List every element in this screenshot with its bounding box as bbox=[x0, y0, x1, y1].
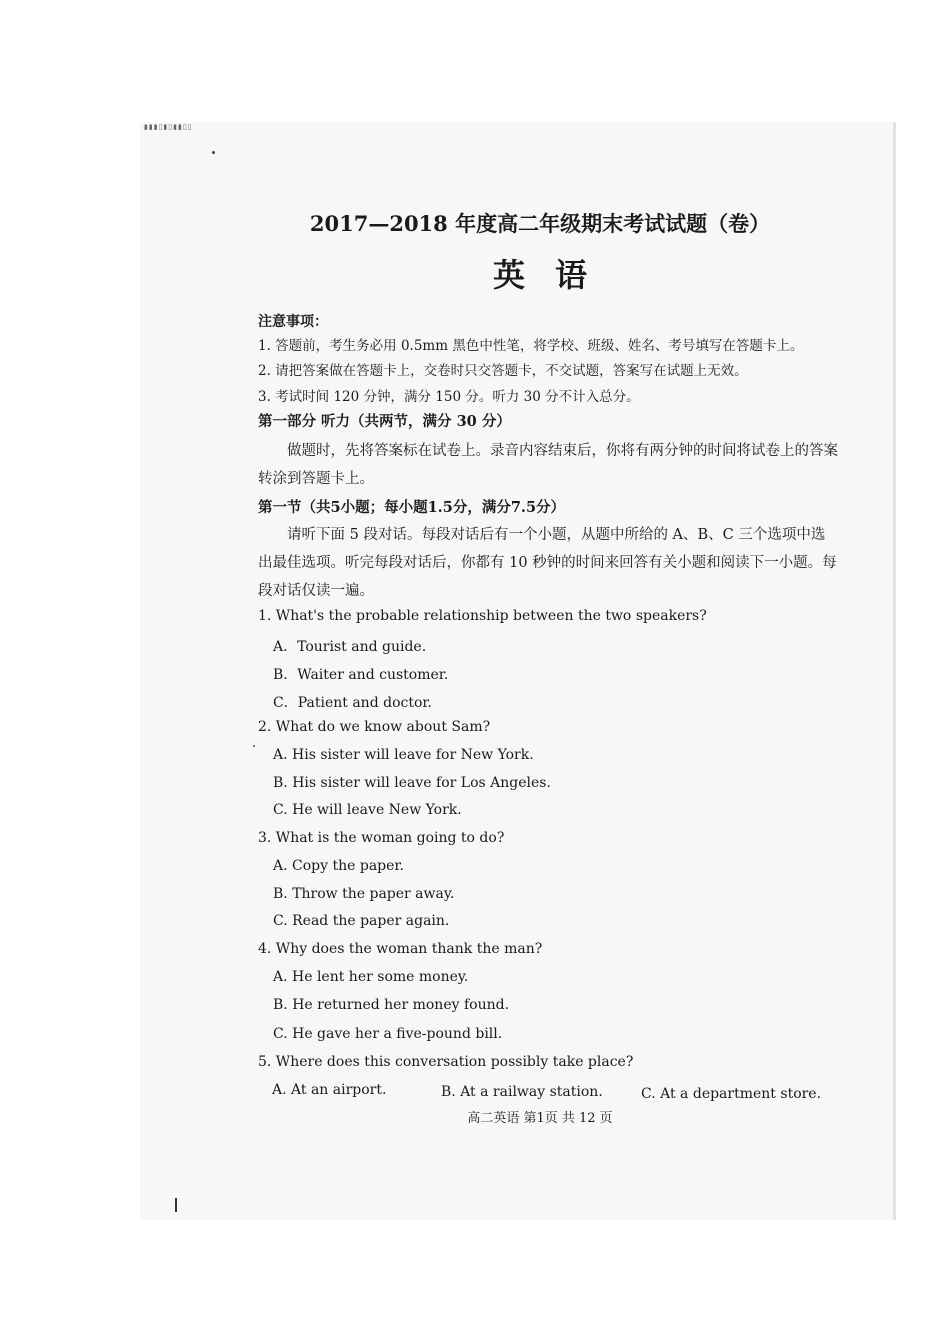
exam-title: 2017—2018 年度高二年级期末考试试题（卷） bbox=[309, 211, 771, 236]
question-option: B. Throw the paper away. bbox=[273, 886, 455, 902]
scan-speck bbox=[253, 745, 255, 747]
part1-heading: 第一部分 听力（共两节，满分 30 分） bbox=[258, 413, 511, 430]
note-item: 2. 请把答案做在答题卡上，交卷时只交答题卡，不交试题，答案写在试题上无效。 bbox=[258, 363, 748, 379]
question-option: C. Read the paper again. bbox=[273, 913, 450, 929]
scan-edge-mark bbox=[175, 1198, 177, 1212]
question-option: B. His sister will leave for Los Angeles. bbox=[273, 775, 551, 791]
question-option: C. He gave her a five-pound bill. bbox=[273, 1026, 503, 1042]
section1-instruction: 请听下面 5 段对话。每段对话后有一个小题，从题中所给的 A、B、C 三个选项中选出最佳选项。听完每段对话后，你都有 10 秒钟的时间来回答有关小题和阅读下一小题。每段对话仅读一遍。 bbox=[258, 527, 837, 599]
question-option: B. At a railway station. bbox=[441, 1084, 603, 1100]
note-item: 3. 考试时间 120 分钟，满分 150 分。听力 30 分不计入总分。 bbox=[258, 389, 640, 405]
scan-speck bbox=[212, 151, 215, 154]
question-stem: 3. What is the woman going to do? bbox=[258, 830, 505, 846]
scan-corner-mark: ▮▮▮▯▮▯▮▮▯▯ bbox=[144, 123, 193, 131]
exam-subject: 英语 bbox=[492, 256, 617, 294]
question-option: B. He returned her money found. bbox=[273, 997, 510, 1013]
question-option: A. He lent her some money. bbox=[273, 969, 469, 985]
question-option: C．Patient and doctor. bbox=[273, 695, 432, 711]
question-stem: 4. Why does the woman thank the man? bbox=[258, 941, 543, 957]
question-option: A. His sister will leave for New York. bbox=[273, 747, 534, 763]
question-option: A. Copy the paper. bbox=[273, 858, 405, 874]
notes-heading: 注意事项： bbox=[258, 314, 328, 330]
part1-instruction: 做题时，先将答案标在试卷上。录音内容结束后，你将有两分钟的时间将试卷上的答案转涂到答题卡上。 bbox=[258, 443, 838, 487]
question-option: C. At a department store. bbox=[641, 1086, 822, 1102]
part1-block bbox=[258, 410, 838, 605]
question-stem: 1. What's the probable relationship between the two speakers? bbox=[258, 608, 707, 624]
question-stem: 2. What do we know about Sam? bbox=[258, 719, 491, 735]
question-option: A. At an airport. bbox=[272, 1082, 387, 1098]
note-item: 1. 答题前，考生务必用 0.5mm 黑色中性笔，将学校、班级、姓名、考号填写在答题卡上。 bbox=[258, 338, 804, 354]
question-stem: 5. Where does this conversation possibly take place? bbox=[258, 1054, 634, 1070]
question-option: C. He will leave New York. bbox=[273, 802, 462, 818]
question-option: A．Tourist and guide. bbox=[273, 639, 427, 655]
question-option: B．Waiter and customer. bbox=[273, 667, 449, 683]
section1-heading: 第一节（共5小题；每小题1.5分，满分7.5分） bbox=[258, 499, 566, 516]
page-footer: 高二英语 第1页 共 12 页 bbox=[467, 1111, 613, 1126]
